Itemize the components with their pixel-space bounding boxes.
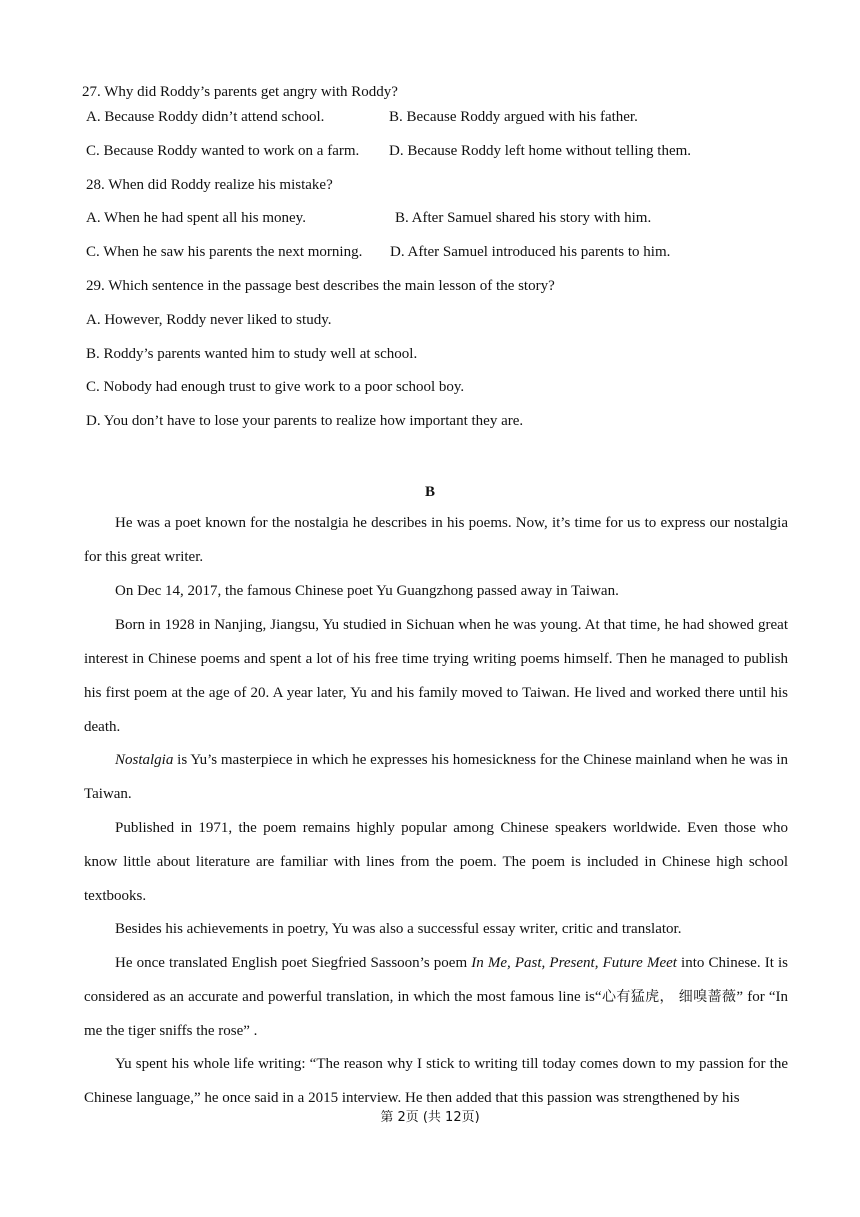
paragraph-6-text: Besides his achievements in poetry, Yu was also a successful essay writer, critic and translator.	[115, 921, 682, 937]
paragraph-3	[84, 608, 788, 744]
paragraph-7-mid: into Chinese. It is considered as an accurate and powerful translation, in which the most famous line is“	[84, 955, 789, 1005]
question-27-option-c: C. Because Roddy wanted to work on a farm.	[86, 143, 360, 159]
question-28-stem: 28. When did Roddy realize his mistake?	[86, 177, 333, 193]
question-28-options-row-2	[86, 242, 786, 262]
question-29-stem: 29. Which sentence in the passage best describes the main lesson of the story?	[86, 278, 555, 294]
question-27-options-row-2	[86, 141, 786, 161]
paragraph-5	[84, 811, 788, 913]
question-27-option-d: D. Because Roddy left home without telling them.	[389, 143, 692, 159]
question-28-option-c: C. When he saw his parents the next morning.	[86, 244, 363, 260]
question-29-option-d: D. You don’t have to lose your parents to realize how important they are.	[86, 413, 524, 429]
paragraph-2	[84, 574, 788, 608]
chinese-translation-line: 心有猛虎， 细嗅蔷薇	[601, 989, 737, 1005]
paragraph-7	[84, 946, 788, 1048]
question-27-options-row-1	[86, 107, 786, 127]
paragraph-5-text: Published in 1971, the poem remains highly popular among Chinese speakers worldwide. Even those who know little about literature are familiar with lines from the poem. The poem is included in Chinese high school textbooks.	[84, 820, 788, 904]
question-28-option-b: B. After Samuel shared his story with him.	[395, 210, 652, 226]
paragraph-7-start: He once translated English poet Siegfried Sassoon’s poem	[115, 955, 472, 971]
question-28-option-d: D. After Samuel introduced his parents to him.	[390, 244, 671, 260]
paragraph-6	[84, 912, 788, 946]
question-29-option-a: A. However, Roddy never liked to study.	[86, 312, 332, 328]
question-28-option-a: A. When he had spent all his money.	[86, 210, 306, 226]
paragraph-8	[84, 1047, 788, 1115]
paragraph-3-text: Born in 1928 in Nanjing, Jiangsu, Yu studied in Sichuan when he was young. At that time, he had showed great interest in Chinese poems and spent a lot of his free time trying writing poems himself. Then he managed to publish his first poem at the age of 20. A year later, Yu and his family moved to Taiwan. He lived and worked there until his death.	[84, 617, 788, 735]
question-27-option-b: B. Because Roddy argued with his father.	[389, 109, 638, 125]
question-28-options-row-1	[86, 208, 786, 228]
paragraph-7-end: ” for “In me the tiger sniffs the rose” .	[84, 989, 789, 1039]
paragraph-2-text: On Dec 14, 2017, the famous Chinese poet Yu Guangzhong passed away in Taiwan.	[115, 583, 619, 599]
paragraph-1	[84, 506, 788, 574]
question-27-option-a: A. Because Roddy didn’t attend school.	[86, 109, 325, 125]
question-29-option-c: C. Nobody had enough trust to give work to a poor school boy.	[86, 379, 465, 395]
poem-title-in-me: In Me, Past, Present, Future Meet	[471, 955, 677, 971]
section-heading-b: B	[424, 484, 435, 500]
question-29-option-b: B. Roddy’s parents wanted him to study well at school.	[86, 346, 418, 362]
paragraph-4-text: is Yu’s masterpiece in which he expresses his homesickness for the Chinese mainland when he was in Taiwan.	[84, 752, 788, 802]
poem-title-nostalgia: Nostalgia	[115, 752, 174, 768]
question-27-stem: 27. Why did Roddy’s parents get angry with Roddy?	[82, 84, 398, 100]
page-footer: 第 2页 (共 12页)	[380, 1110, 480, 1125]
paragraph-1-text: He was a poet known for the nostalgia he describes in his poems. Now, it’s time for us to express our nostalgia for this great writer.	[84, 515, 788, 565]
paragraph-8-text: Yu spent his whole life writing: “The reason why I stick to writing till today comes down to my passion for the Chinese language,” he once said in a 2015 interview. He then added that this passion was strengthened by his	[84, 1056, 788, 1106]
paragraph-4	[84, 743, 788, 811]
